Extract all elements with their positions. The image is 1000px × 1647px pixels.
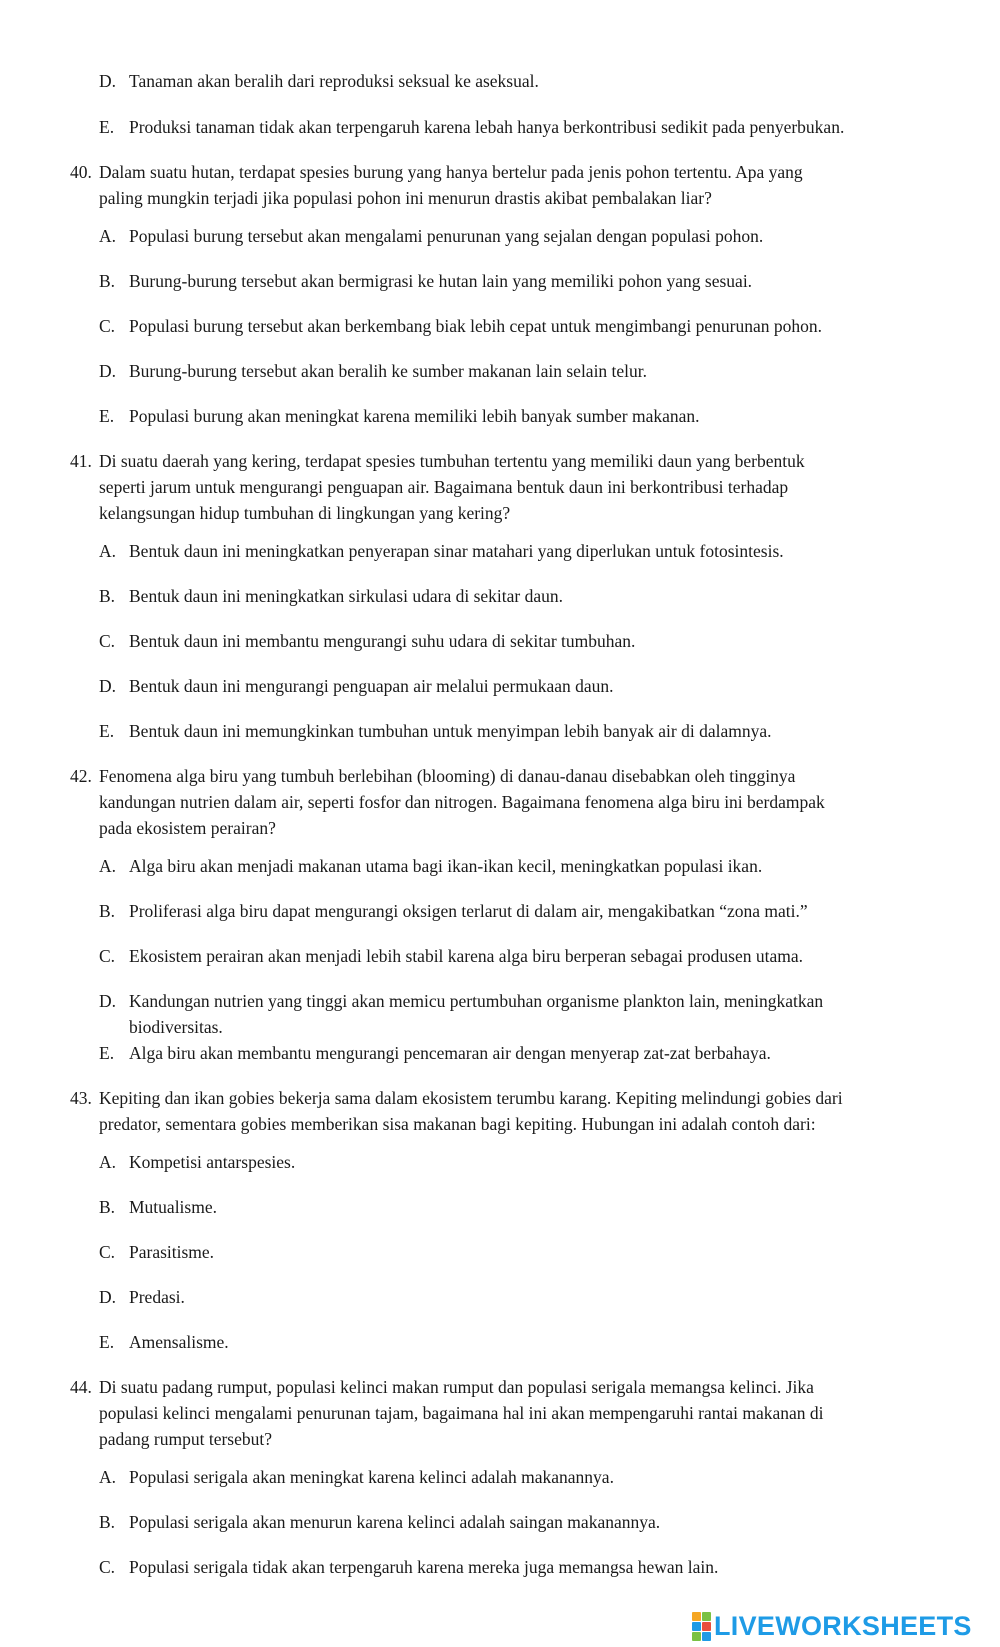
- option-text-continued: biodiversitas.: [129, 1017, 223, 1037]
- option-letter: A.: [99, 541, 117, 561]
- option-letter: E.: [99, 1332, 115, 1352]
- option-text: Burung-burung tersebut akan bermigrasi ke hutan lain yang memiliki pohon yang sesuai.: [129, 271, 753, 291]
- option-letter: A.: [99, 1467, 117, 1487]
- option-text: Populasi burung tersebut akan mengalami penurunan yang sejalan dengan populasi pohon.: [129, 226, 764, 246]
- option-text: Tanaman akan beralih dari reproduksi seksual ke aseksual.: [129, 71, 539, 91]
- brand-name: LIVEWORKSHEETS: [714, 1610, 972, 1641]
- option-letter: D.: [99, 991, 117, 1011]
- option-text: Amensalisme.: [129, 1332, 229, 1352]
- question-text: kelangsungan hidup tumbuhan di lingkungan yang kering?: [99, 503, 511, 523]
- option-letter: A.: [99, 226, 117, 246]
- liveworksheets-brand[interactable]: [692, 1610, 972, 1642]
- option-text: Populasi serigala tidak akan terpengaruh karena mereka juga memangsa hewan lain.: [129, 1557, 719, 1577]
- question-text: predator, sementara gobies memberikan sisa makanan bagi kepiting. Hubungan ini adalah contoh dari:: [99, 1114, 816, 1134]
- question-text: Dalam suatu hutan, terdapat spesies burung yang hanya bertelur pada jenis pohon tertentu. Apa yang: [99, 162, 803, 182]
- option-text: Predasi.: [129, 1287, 185, 1307]
- option-letter: C.: [99, 946, 116, 966]
- option-letter: E.: [99, 721, 115, 741]
- question-text: seperti jarum untuk mengurangi penguapan air. Bagaimana bentuk daun ini berkontribusi terhadap: [99, 477, 789, 497]
- question-number: 44.: [70, 1377, 92, 1397]
- option-letter: B.: [99, 1512, 116, 1532]
- option-letter: B.: [99, 586, 116, 606]
- option-text: Populasi serigala akan menurun karena kelinci adalah saingan makanannya.: [129, 1512, 661, 1532]
- option-letter: C.: [99, 316, 116, 336]
- option-text: Ekosistem perairan akan menjadi lebih stabil karena alga biru berperan sebagai produsen utama.: [129, 946, 803, 966]
- question-text: paling mungkin terjadi jika populasi pohon ini menurun drastis akibat pembalakan liar?: [99, 188, 712, 208]
- option-letter: E.: [99, 406, 115, 426]
- question-text: padang rumput tersebut?: [99, 1429, 273, 1449]
- option-letter: D.: [99, 361, 117, 381]
- question-text: kandungan nutrien dalam air, seperti fosfor dan nitrogen. Bagaimana fenomena alga biru ini berdampak: [99, 792, 825, 812]
- option-letter: C.: [99, 631, 116, 651]
- option-text: Bentuk daun ini mengurangi penguapan air melalui permukaan daun.: [129, 676, 614, 696]
- liveworksheets-logo-icon: [692, 1612, 711, 1641]
- question-number: 42.: [70, 766, 92, 786]
- option-letter: D.: [99, 1287, 117, 1307]
- option-text: Populasi burung akan meningkat karena memiliki lebih banyak sumber makanan.: [129, 406, 700, 426]
- option-letter: A.: [99, 856, 117, 876]
- question-number: 41.: [70, 451, 92, 471]
- option-text: Parasitisme.: [129, 1242, 215, 1262]
- option-letter: C.: [99, 1557, 116, 1577]
- option-letter: E.: [99, 117, 115, 137]
- option-text: Populasi serigala akan meningkat karena kelinci adalah makanannya.: [129, 1467, 614, 1487]
- option-letter: B.: [99, 901, 116, 921]
- option-text: Proliferasi alga biru dapat mengurangi oksigen terlarut di dalam air, mengakibatkan “zona mati.”: [129, 901, 808, 921]
- option-text: Kandungan nutrien yang tinggi akan memicu pertumbuhan organisme plankton lain, meningkatkan: [129, 991, 824, 1011]
- question-text: pada ekosistem perairan?: [99, 818, 276, 838]
- option-letter: A.: [99, 1152, 117, 1172]
- question-text: Di suatu padang rumput, populasi kelinci makan rumput dan populasi serigala memangsa kelinci. Jika: [99, 1377, 814, 1397]
- option-text: Bentuk daun ini meningkatkan sirkulasi udara di sekitar daun.: [129, 586, 563, 606]
- option-text: Alga biru akan membantu mengurangi pencemaran air dengan menyerap zat-zat berbahaya.: [129, 1043, 771, 1063]
- option-letter: C.: [99, 1242, 116, 1262]
- option-text: Bentuk daun ini memungkinkan tumbuhan untuk menyimpan lebih banyak air di dalamnya.: [129, 721, 772, 741]
- question-text: populasi kelinci mengalami penurunan tajam, bagaimana hal ini akan mempengaruhi rantai makanan di: [99, 1403, 824, 1423]
- option-letter: B.: [99, 271, 116, 291]
- option-text: Alga biru akan menjadi makanan utama bagi ikan-ikan kecil, meningkatkan populasi ikan.: [129, 856, 763, 876]
- question-text: Kepiting dan ikan gobies bekerja sama dalam ekosistem terumbu karang. Kepiting melindungi gobies dari: [99, 1088, 843, 1108]
- option-letter: E.: [99, 1043, 115, 1063]
- question-text: Di suatu daerah yang kering, terdapat spesies tumbuhan tertentu yang memiliki daun yang berbentuk: [99, 451, 805, 471]
- option-text: Bentuk daun ini membantu mengurangi suhu udara di sekitar tumbuhan.: [129, 631, 636, 651]
- option-letter: D.: [99, 676, 117, 696]
- question-text: Fenomena alga biru yang tumbuh berlebihan (blooming) di danau-danau disebabkan oleh tingginya: [99, 766, 796, 786]
- option-text: Bentuk daun ini meningkatkan penyerapan sinar matahari yang diperlukan untuk fotosintesis.: [129, 541, 784, 561]
- option-text: Mutualisme.: [129, 1197, 217, 1217]
- option-text: Populasi burung tersebut akan berkembang biak lebih cepat untuk mengimbangi penurunan pohon.: [129, 316, 823, 336]
- option-letter: D.: [99, 71, 117, 91]
- option-text: Produksi tanaman tidak akan terpengaruh karena lebah hanya berkontribusi sedikit pada penyerbukan.: [129, 117, 845, 137]
- question-number: 40.: [70, 162, 92, 182]
- option-text: Burung-burung tersebut akan beralih ke sumber makanan lain selain telur.: [129, 361, 648, 381]
- question-number: 43.: [70, 1088, 92, 1108]
- option-text: Kompetisi antarspesies.: [129, 1152, 296, 1172]
- option-letter: B.: [99, 1197, 116, 1217]
